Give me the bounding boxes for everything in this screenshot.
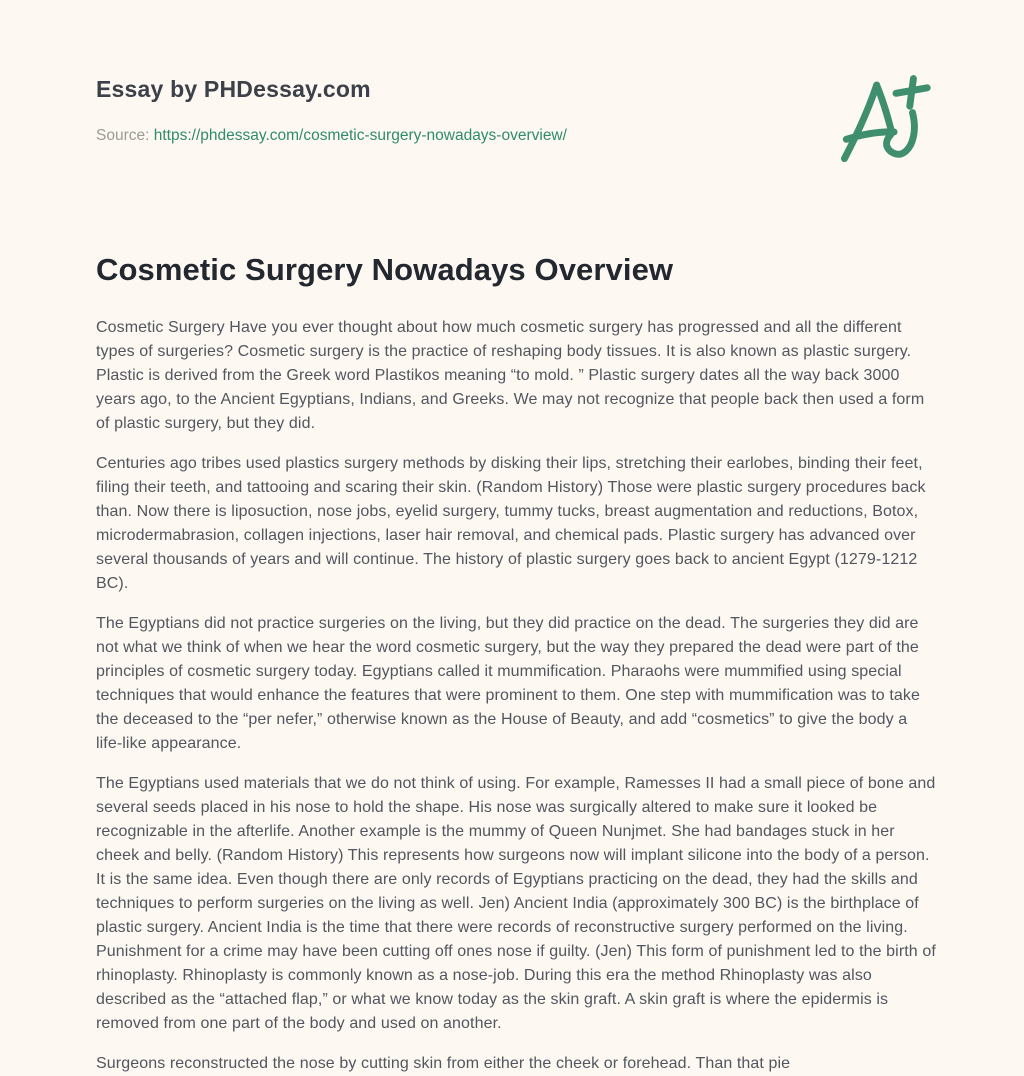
essay-body: [96, 316, 936, 1076]
essay-paragraph: Cosmetic Surgery Have you ever thought about how much cosmetic surgery has progressed and all the different types of surgeries? Cosmetic surgery is the practice of reshaping body tissues. It is also known as plastic surgery. Plastic is derived from the Greek word Plastikos meaning “to mold. ” Plastic surgery dates all the way back 3000 years ago, to the Ancient Egyptians, Indians, and Greeks. We may not recognize that people back then used a form of plastic surgery, but they did.: [96, 319, 925, 432]
source-line: [96, 127, 567, 145]
page-header: [96, 76, 932, 168]
page-title: Cosmetic Surgery Nowadays Overview: [96, 252, 674, 287]
source-url-link[interactable]: https://phdessay.com/cosmetic-surgery-nowadays-overview/: [153, 127, 567, 144]
source-label: Source:: [96, 127, 150, 144]
essay-paragraph: Surgeons reconstructed the nose by cutting skin from either the cheek or forehead. Than that pie: [96, 1055, 791, 1072]
a-plus-logo-icon: [838, 72, 930, 168]
header-text-block: [96, 76, 567, 145]
essay-paragraph: The Egyptians did not practice surgeries on the living, but they did practice on the dead. The surgeries they did are not what we think of when we hear the word cosmetic surgery, but the way they prepared the dead were part of the principles of cosmetic surgery today. Egyptians called it mummification. Pharaohs were mummified using special techniques that would enhance the features that were prominent to them. One step with mummification was to take the deceased to the “per nefer,” otherwise known as the House of Beauty, and add “cosmetics” to give the body a life-like appearance.: [96, 615, 920, 752]
essay-paragraph: Centuries ago tribes used plastics surgery methods by disking their lips, stretching their earlobes, binding their feet, filing their teeth, and tattooing and scaring their skin. (Random History) Those were plastic surgery procedures back than. Now there is liposuction, nose jobs, eyelid surgery, tummy tucks, breast augmentation and reductions, Botox, microdermabrasion, collagen injections, laser hair removal, and chemical pads. Plastic surgery has advanced over several thousands of years and will continue. The history of plastic surgery goes back to ancient Egypt (1279-1212 BC).: [96, 455, 926, 592]
essay-paragraph: The Egyptians used materials that we do not think of using. For example, Ramesses II had a small piece of bone and several seeds placed in his nose to hold the shape. His nose was surgically altered to make sure it looked be recognizable in the afterlife. Another example is the mummy of Queen Nunjmet. She had bandages stuck in her cheek and belly. (Random History) This represents how surgeons now will implant silicone into the body of a person. It is the same idea. Even though there are only records of Egyptians practicing on the dead, they had the skills and techniques to perform surgeries on the living as well. Jen) Ancient India (approximately 300 BC) is the birthplace of plastic surgery. Ancient India is the time that there were records of reconstructive surgery performed on the living. Punishment for a crime may have been cutting off ones nose if guilty. (Jen) This form of punishment led to the birth of rhinoplasty. Rhinoplasty is commonly known as a nose-job. During this era the method Rhinoplasty was also described as the “attached flap,” or what we know today as the skin graft. A skin graft is where the epidermis is removed from one part of the body and used on another.: [96, 775, 936, 1032]
byline: Essay by PHDessay.com: [96, 76, 371, 102]
